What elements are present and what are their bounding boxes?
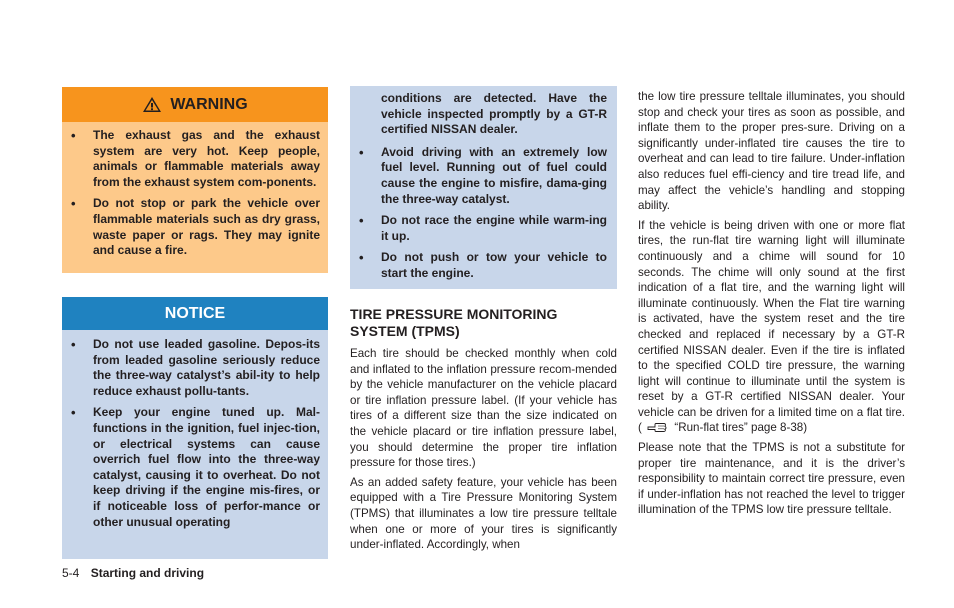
warning-body [62,122,328,273]
warning-triangle-icon [142,96,162,113]
paragraph: As an added safety feature, your vehicle has been equipped with a Tire Pressure Monitoring System (TPMS) that illuminates a low tire pressure telltale when one or more of your tires is significantly under-inflated. Accordingly, when [350,475,617,552]
notice-continued-text: conditions are detected. Have the vehicle inspected promptly by a GT-R certified NISSAN dealer. [381,91,607,137]
notice-title: NOTICE [164,304,226,322]
notice-body [62,330,328,559]
notice-item: • Keep your engine tuned up. Mal-functions in the ignition, fuel injec-tion, or electrical systems can cause overrich fuel flow into the three-way catalyst, causing it to overheat. Do not keep driving if the engine mis-fires, or if noticeable loss of perfor-mance or other unusual operating [70,405,320,530]
notice-continued-box [350,86,617,289]
notice-item: • Do not push or tow your vehicle to start the engine. [358,250,607,281]
notice-item: • Do not use leaded gasoline. Depos-its from leaded gasoline seriously reduce the three-way catalyst’s abil-ity to help reduce exhaust pollu-tants. [70,337,320,399]
section-heading: TIRE PRESSURE MONITORING SYSTEM (TPMS) [350,306,558,339]
cross-reference-link[interactable]: “Run-flat tires” page 8-38) [674,421,808,435]
warning-item: • The exhaust gas and the exhaust system are very hot. Keep people, animals or flammable materials away from the exhaust system com-ponents. [70,128,320,190]
paragraph: Each tire should be checked monthly when cold and inflated to the inflation pressure recom-mended by the vehicle manufacturer on the vehicle placard or tire inflation pressure label. (If your vehicle has tires of a different size than the size indicated on the vehicle placard or tire inflation pressure label, you should determine the proper tire inflation pressure for those tires.) [350,347,617,470]
page-footer [62,566,204,580]
tpms-text-column-2 [350,346,617,557]
warning-header [62,87,328,122]
page-number: 5-4 [62,566,80,580]
notice-box [62,297,328,559]
paragraph: Please note that the TPMS is not a substitute for proper tire maintenance, and it is the driver’s responsibility to maintain correct tire pressure, even if under-inflation has not reached the level to trigger illumination of the TPMS low tire pressure telltale. [638,441,905,517]
notice-header [62,297,328,330]
warning-title: WARNING [170,95,248,113]
pointing-hand-reference-icon [647,421,669,433]
paragraph [638,218,905,436]
tpms-text-column-3 [638,89,905,522]
notice-item: • Avoid driving with an extremely low fuel level. Running out of fuel could cause the engine to misfire, dama-ging the three-way catalyst. [358,145,607,207]
warning-item: • Do not stop or park the vehicle over flammable materials such as dry grass, waste paper or rags. They may ignite and cause a fire. [70,196,320,258]
paragraph: the low tire pressure telltale illuminates, you should stop and check your tires as soon as possible, and inflate them to the proper pres-sure. Driving on a significantly under-inflated tire causes the tire to overheat and can lead to tire failure. Under-inflation also reduces fuel effi-ciency and tire tread life, and may affect the vehicle’s handling and stopping ability. [638,90,905,213]
notice-continued-body [350,86,617,289]
warning-box [62,87,328,273]
notice-item: • Do not race the engine while warm-ing it up. [358,213,607,244]
paragraph-text: If the vehicle is being driven with one or more flat tires, the run-flat tire warning light will illuminate continuously and a chime will sound for 10 seconds. The chime will only sound at the first indication of a flat tire, and the warning light will illuminate continuously. When the Flat tire warning is activated, have the system reset and the tire checked and replaced if necessary by a GT-R certified NISSAN dealer. Even if the tire is inflated to the specified COLD tire pressure, the warning light will continue to illuminate until the system is reset by a GT-R certified NISSAN dealer. Your vehicle can be driven for a limited time on a flat tire. ( [638,218,905,435]
section-name: Starting and driving [90,566,205,580]
